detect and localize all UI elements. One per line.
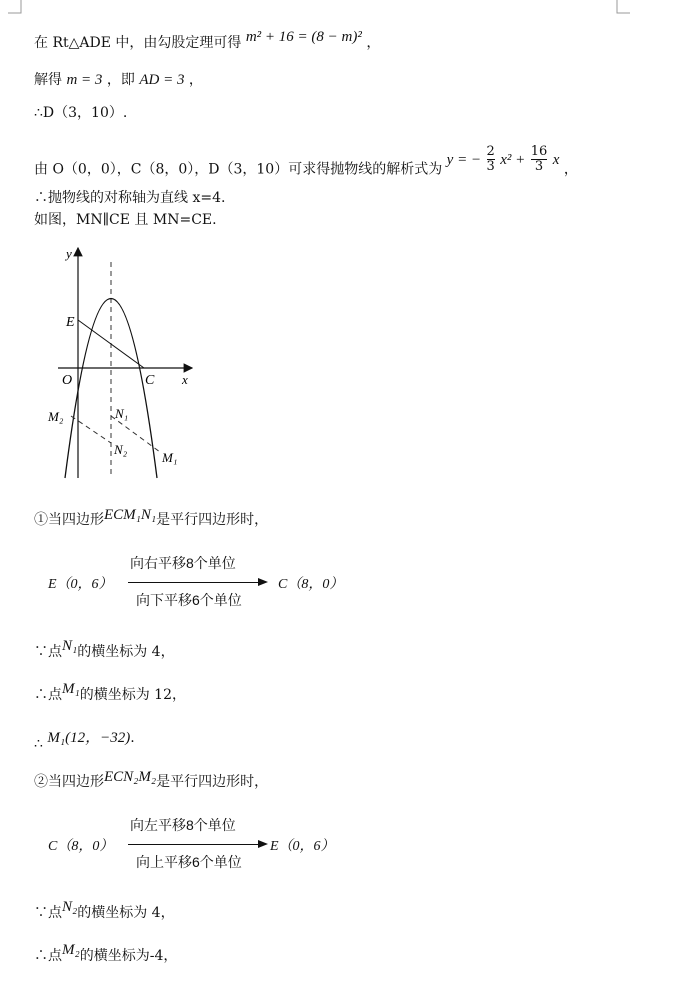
y-axis-label: y: [66, 246, 72, 261]
point-m1-label: M₁: [162, 450, 178, 465]
parabola-text: 由 O（0，0），C（8，0），D（3，10）可求得抛物线的解析式为: [34, 161, 443, 178]
crop-mark-top-right: [616, 0, 630, 14]
x-axis-label: x: [182, 372, 188, 387]
arrow2-head: [258, 840, 268, 848]
segment-m2-n2: [71, 416, 111, 443]
m2-symbol: M₂: [62, 942, 80, 958]
step-point-d: ∴D（3，10）.: [34, 105, 128, 121]
step-axis-of-symmetry: ∴抛物线的对称轴为直线 x=4.: [34, 190, 226, 206]
m1-symbol: M₁: [62, 681, 80, 697]
fraction-denominator: 3: [534, 159, 544, 174]
arrow1-from-point: E（0，6）: [48, 577, 113, 592]
point-c-label: C: [145, 373, 155, 388]
point-n2-label: N₂: [114, 442, 128, 457]
case1-m1-coordinates: [34, 729, 135, 752]
arrow1-top-label: 向右平移8个单位: [130, 555, 236, 571]
arrow2-to-point: E（0，6）: [270, 839, 335, 854]
formula-x: x: [552, 151, 560, 168]
arrow2-shaft: [128, 844, 260, 845]
n1-abscissa-text: 的横坐标为 4，: [77, 644, 175, 660]
m1-coordinates: M₁(12，−32): [47, 730, 131, 746]
arrow2-top-label: 向左平移8个单位: [130, 817, 236, 833]
case2-m2-abscissa: [34, 942, 178, 965]
point-m2-label: M₂: [48, 409, 64, 424]
origin-label: O: [62, 373, 73, 388]
step-pythagoras: [34, 29, 381, 52]
crop-mark-top-left: [8, 0, 22, 14]
case1-suffix: 是平行四边形时，: [156, 512, 269, 528]
fraction-numerator: 16: [530, 144, 548, 159]
solve-middle: ，即: [106, 72, 135, 88]
therefore-point: ∴点: [34, 948, 62, 964]
pythagoras-text: 在 Rt△ADE 中，由勾股定理可得: [34, 35, 242, 51]
case1-quadrilateral: ECM₁N₁: [104, 507, 157, 523]
fraction-numerator: 2: [486, 144, 495, 159]
case2-n2-abscissa: [34, 899, 175, 922]
because-point: ∵点: [34, 905, 62, 921]
period: .: [130, 730, 135, 746]
translation-arrow-2: [48, 812, 368, 872]
pythagoras-equation: m² + 16 = (8 − m)²: [245, 29, 362, 45]
case1-m1-abscissa: [34, 681, 186, 704]
case2-suffix: 是平行四边形时，: [156, 774, 269, 790]
formula-x-squared: x² +: [500, 151, 526, 168]
case2-heading: [34, 769, 269, 791]
case2-quadrilateral: ECN₂M₂: [104, 769, 157, 785]
m1-abscissa-text: 的横坐标为 12，: [79, 687, 186, 703]
fraction-two-thirds: [487, 145, 495, 174]
arrow1-to-point: C（8，0）: [278, 577, 344, 592]
point-n1-label: N₁: [115, 406, 129, 421]
arrow2-bottom-label: 向上平移6个单位: [136, 854, 242, 870]
step-solve-m: [34, 71, 203, 89]
solve-comma: ，: [188, 72, 203, 88]
point-e-label: E: [66, 315, 75, 330]
case1-prefix: ①当四边形: [34, 512, 104, 528]
solve-prefix: 解得: [34, 72, 62, 88]
n2-symbol: N₂: [62, 899, 78, 915]
ad-equals-3: AD = 3: [139, 72, 185, 88]
m-equals-3: m = 3: [66, 72, 103, 88]
step-mn-parallel-ce: 如图，MN∥CE 且 MN=CE.: [34, 212, 217, 228]
case1-heading: [34, 507, 269, 529]
fraction-sixteen-thirds: [531, 145, 548, 174]
case2-prefix: ②当四边形: [34, 774, 104, 790]
because-point: ∵点: [34, 644, 62, 660]
parabola-figure: [40, 240, 210, 485]
arrow1-bottom-label: 向下平移6个单位: [136, 592, 242, 608]
parabola-formula: [446, 144, 564, 174]
n1-symbol: N₁: [62, 638, 78, 654]
step-parabola-equation: [34, 144, 578, 184]
formula-y-minus: y = −: [446, 151, 482, 168]
case1-n1-abscissa: [34, 638, 175, 661]
arrow1-head: [258, 578, 268, 586]
therefore-point: ∴点: [34, 687, 62, 703]
pythagoras-comma: ，: [366, 35, 381, 51]
arrow1-shaft: [128, 582, 260, 583]
therefore-symbol: ∴: [34, 736, 43, 752]
translation-arrow-1: [48, 550, 368, 610]
n2-abscissa-text: 的横坐标为 4，: [77, 905, 175, 921]
parabola-comma: ，: [563, 161, 578, 178]
m2-abscissa-text: 的横坐标为-4，: [79, 948, 178, 964]
fraction-denominator: 3: [486, 159, 495, 174]
arrow2-from-point: C（8，0）: [48, 839, 114, 854]
